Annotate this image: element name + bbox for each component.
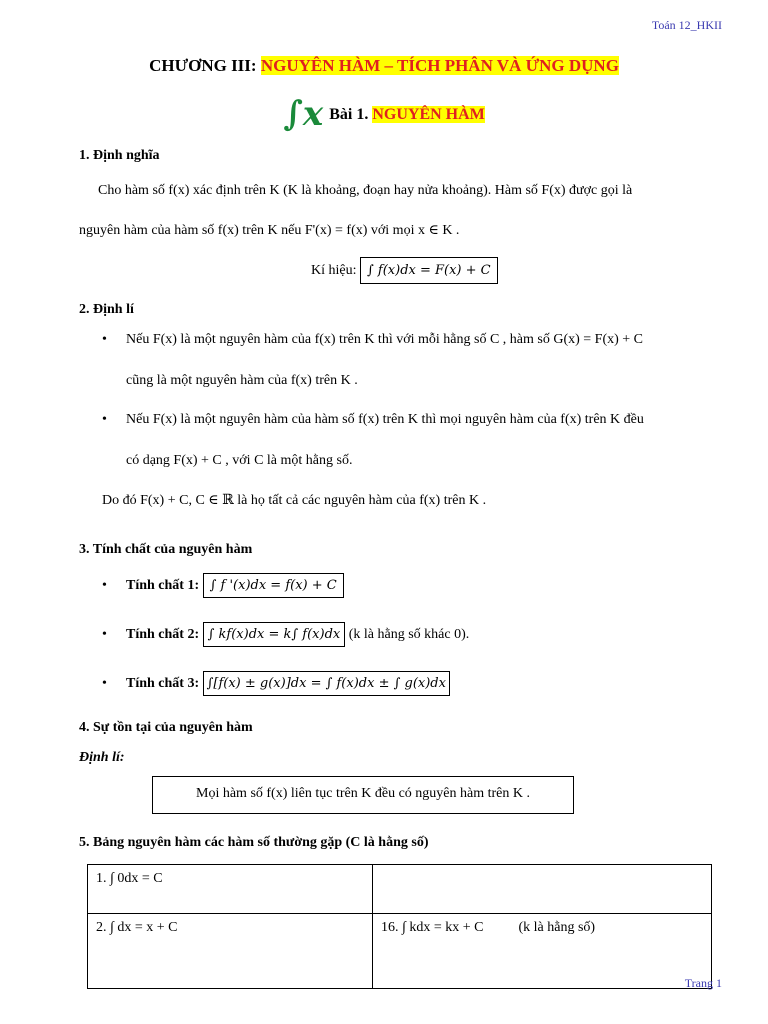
property-3-label: Tính chất 3: [126, 676, 203, 691]
page-footer: Trang 1 [684, 976, 722, 990]
chapter-prefix: CHƯƠNG III: [149, 56, 261, 75]
bullet-icon: • [102, 676, 107, 691]
section-heading-existence: 4. Sự tồn tại của nguyên hàm [79, 720, 253, 735]
table-row [88, 914, 712, 989]
property-1 [102, 578, 344, 594]
property-1-label: Tính chất 1: [126, 578, 203, 593]
table-cell: 16. ∫ kdx = kx + C (k là hằng số) [373, 914, 712, 989]
table-row [88, 865, 712, 914]
property-2-formula: ∫ kf(x)dx = k∫ f(x)dx [203, 622, 346, 647]
section-heading-properties: 3. Tính chất của nguyên hàm [79, 542, 253, 557]
lesson-name: NGUYÊN HÀM [372, 106, 485, 123]
chapter-name: NGUYÊN HÀM – TÍCH PHÂN VÀ ỨNG DỤNG [260, 56, 619, 75]
lesson-title [0, 94, 768, 134]
section-heading-definition: 1. Định nghĩa [79, 148, 160, 163]
theorem-conclusion: Do đó F(x) + C, C ∈ ℝ là họ tất cả các nguyên hàm của f(x) trên K . [102, 493, 487, 508]
bullet-icon: • [102, 332, 107, 347]
existence-theorem-text: Mọi hàm số f(x) liên tục trên K đều có nguyên hàm trên K . [196, 786, 530, 801]
notation [311, 262, 498, 280]
property-3-formula: ∫[f(x) ± g(x)]dx = ∫ f(x)dx ± ∫ g(x)dx [203, 671, 450, 696]
section-heading-theorem: 2. Định lí [79, 302, 134, 317]
chapter-title [0, 56, 768, 76]
table-cell: 2. ∫ dx = x + C [88, 914, 373, 989]
bullet-1-line2: cũng là một nguyên hàm của f(x) trên K . [126, 373, 358, 388]
notation-formula: ∫ f(x)dx = F(x) + C [360, 257, 498, 284]
lesson-prefix: Bài 1. [329, 106, 373, 123]
antiderivative-table [87, 864, 712, 989]
bullet-icon: • [102, 412, 107, 427]
property-2-label: Tính chất 2: [126, 627, 203, 642]
notation-label: Kí hiệu: [311, 263, 360, 278]
table-cell [373, 865, 712, 914]
page-header: Toán 12_HKII [651, 18, 722, 32]
property-2-note: (k là hằng số khác 0). [345, 627, 470, 642]
definition-paragraph-line1: Cho hàm số f(x) xác định trên K (K là khoảng, đoạn hay nửa khoảng). Hàm số F(x) được gọi là [98, 183, 633, 198]
bullet-2-line2: có dạng F(x) + C , với C là một hằng số. [126, 453, 353, 468]
existence-theorem-label: Định lí: [79, 750, 125, 765]
existence-theorem-box [152, 776, 574, 814]
theorem-bullet-2 [102, 412, 726, 428]
section-heading-table: 5. Bảng nguyên hàm các hàm số thường gặp (C là hằng số) [79, 835, 429, 850]
table-cell: 1. ∫ 0dx = C [88, 865, 373, 914]
bullet-icon: • [102, 627, 107, 642]
property-1-formula: ∫ f '(x)dx = f(x) + C [203, 573, 344, 598]
property-2 [102, 627, 470, 643]
bullet-1-line1: Nếu F(x) là một nguyên hàm của f(x) trên K thì với mỗi hằng số C , hàm số G(x) = F(x) + C [126, 332, 644, 347]
integral-logo-icon: ∫x [283, 94, 324, 134]
bullet-2-line1: Nếu F(x) là một nguyên hàm của hàm số f(x) trên K thì mọi nguyên hàm của f(x) trên K đều [126, 412, 644, 427]
property-3 [102, 676, 450, 692]
theorem-bullet-1 [102, 332, 726, 348]
bullet-icon: • [102, 578, 107, 593]
definition-paragraph-line2: nguyên hàm của hàm số f(x) trên K nếu F'(x) = f(x) với mọi x ∈ K . [79, 223, 460, 238]
